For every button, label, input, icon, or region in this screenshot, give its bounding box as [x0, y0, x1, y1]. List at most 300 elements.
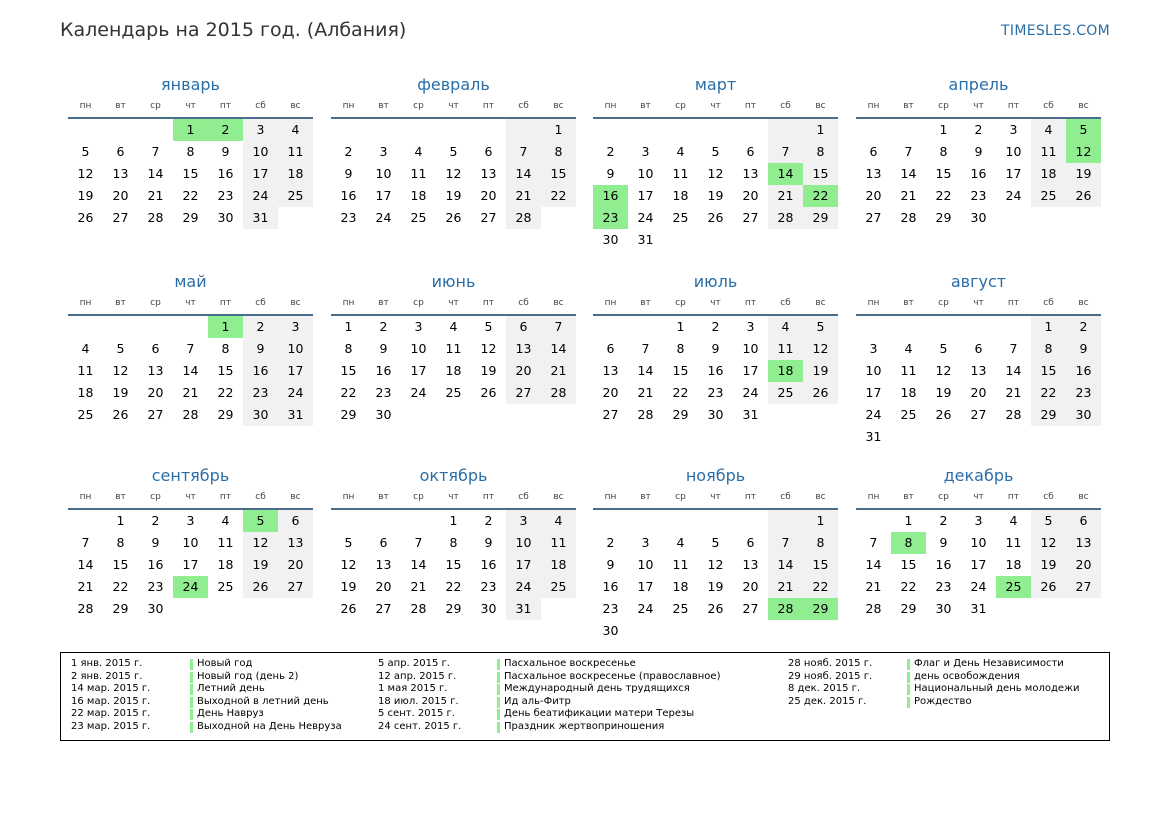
weekday-label: сб: [255, 492, 266, 502]
day-cell: 24: [865, 407, 882, 422]
day-cell: 9: [379, 341, 388, 356]
day-cell: 25: [445, 385, 462, 400]
legend-date: 8 дек. 2015 г.: [788, 683, 861, 695]
day-cell: 12: [340, 557, 357, 572]
day-cell: 2: [151, 513, 160, 528]
day-cell: 11: [672, 557, 689, 572]
month-block: [593, 465, 838, 642]
days-grid: [68, 119, 313, 229]
day-cell: 25: [77, 407, 94, 422]
day-cell: 12: [243, 532, 278, 554]
weekday-label: пн: [342, 298, 355, 308]
day-cell: 28: [865, 601, 882, 616]
day-cell: 7: [904, 144, 913, 159]
day-cell: 11: [217, 535, 234, 550]
day-cell: 16: [935, 557, 952, 572]
empty-cell: [663, 620, 698, 642]
empty-cell: [733, 510, 768, 532]
day-cell: 6: [974, 341, 983, 356]
legend-marker: [497, 659, 500, 670]
day-cell: 10: [506, 532, 541, 554]
day-cell: 12: [480, 341, 497, 356]
day-cell: 16: [243, 360, 278, 382]
day-cell: 17: [243, 163, 278, 185]
day-cell: 18: [77, 385, 94, 400]
day-cell: 5: [344, 535, 353, 550]
month-block: [593, 74, 838, 251]
weekday-label: пт: [482, 101, 495, 111]
day-cell: 22: [541, 185, 576, 207]
empty-cell: [628, 620, 663, 642]
weekday-label: сб: [1043, 492, 1054, 502]
day-cell: 19: [707, 188, 724, 203]
day-cell: 4: [676, 144, 685, 159]
empty-cell: [663, 119, 698, 141]
day-cell: 26: [112, 407, 129, 422]
empty-cell: [663, 510, 698, 532]
day-cell: 2: [344, 144, 353, 159]
day-cell: 19: [77, 188, 94, 203]
day-cell: 23: [340, 210, 357, 225]
weekday-header: [593, 487, 838, 507]
day-cell: 12: [707, 166, 724, 181]
weekday-label: пн: [79, 492, 92, 502]
empty-cell: [628, 119, 663, 141]
weekday-label: пн: [342, 492, 355, 502]
day-cell: 13: [742, 557, 759, 572]
day-cell: 28: [637, 407, 654, 422]
legend-holiday-name: Новый год: [197, 658, 253, 669]
empty-cell: [961, 316, 996, 338]
legend-date: 2 янв. 2015 г.: [71, 670, 143, 682]
day-cell: 20: [1066, 554, 1101, 576]
empty-cell: [856, 316, 891, 338]
day-cell: 22: [935, 188, 952, 203]
empty-cell: [663, 229, 698, 251]
day-cell: 29: [935, 210, 952, 225]
day-cell: 12: [935, 363, 952, 378]
day-cell: 30: [243, 404, 278, 426]
day-cell: 8: [221, 341, 230, 356]
day-cell: 12: [77, 166, 94, 181]
day-cell: 14: [410, 557, 427, 572]
weekday-label: сб: [780, 492, 791, 502]
day-cell: 27: [742, 210, 759, 225]
weekday-label: чт: [973, 492, 984, 502]
day-cell: 8: [116, 535, 125, 550]
empty-cell: [768, 229, 803, 251]
day-cell: 27: [480, 210, 497, 225]
day-cell: 28: [506, 207, 541, 229]
day-cell: 22: [672, 385, 689, 400]
empty-cell: [926, 426, 961, 448]
day-cell: 15: [803, 554, 838, 576]
day-cell: 21: [541, 360, 576, 382]
day-cell: 20: [480, 188, 497, 203]
empty-cell: [401, 510, 436, 532]
day-cell: 15: [935, 166, 952, 181]
weekday-label: вт: [903, 492, 914, 502]
days-grid: [331, 510, 576, 620]
day-cell: 10: [243, 141, 278, 163]
day-cell: 3: [746, 319, 755, 334]
day-cell: 28: [77, 601, 94, 616]
day-cell: 10: [742, 341, 759, 356]
day-cell: 15: [112, 557, 129, 572]
day-cell: 24: [1005, 188, 1022, 203]
empty-cell: [996, 207, 1031, 229]
day-cell: 2: [484, 513, 493, 528]
day-cell: 21: [410, 579, 427, 594]
day-cell: 31: [637, 232, 654, 247]
day-cell: 9: [974, 144, 983, 159]
weekday-label: чт: [448, 298, 459, 308]
day-cell: 20: [147, 385, 164, 400]
day-cell: 28: [147, 210, 164, 225]
month-block: [68, 74, 313, 229]
empty-cell: [366, 510, 401, 532]
day-cell: 5: [243, 510, 278, 532]
weekday-header: [331, 293, 576, 313]
weekday-label: сб: [255, 298, 266, 308]
day-cell: 3: [869, 341, 878, 356]
day-cell: 24: [410, 385, 427, 400]
day-cell: 20: [742, 188, 759, 203]
days-grid: [593, 119, 838, 251]
weekday-label: чт: [448, 101, 459, 111]
day-cell: 1: [208, 316, 243, 338]
day-cell: 9: [606, 557, 615, 572]
day-cell: 7: [869, 535, 878, 550]
day-cell: 10: [182, 535, 199, 550]
weekday-label: пн: [867, 298, 880, 308]
day-cell: 13: [602, 363, 619, 378]
weekday-label: вс: [290, 298, 301, 308]
day-cell: 14: [77, 557, 94, 572]
day-cell: 18: [541, 554, 576, 576]
weekday-header: [856, 487, 1101, 507]
legend-marker: [497, 709, 500, 720]
weekday-label: пн: [867, 492, 880, 502]
legend-date: 5 сент. 2015 г.: [378, 708, 455, 720]
day-cell: 7: [641, 341, 650, 356]
day-cell: 7: [768, 532, 803, 554]
month-name: август: [950, 272, 1007, 291]
weekday-label: чт: [710, 101, 721, 111]
day-cell: 3: [974, 513, 983, 528]
day-cell: 8: [891, 532, 926, 554]
day-cell: 3: [379, 144, 388, 159]
empty-cell: [103, 119, 138, 141]
day-cell: 4: [221, 513, 230, 528]
month-block: [593, 271, 838, 426]
weekday-header: [331, 487, 576, 507]
weekday-label: пт: [219, 492, 232, 502]
day-cell: 16: [217, 166, 234, 181]
weekday-label: ср: [413, 492, 424, 502]
empty-cell: [68, 316, 103, 338]
day-cell: 12: [803, 338, 838, 360]
empty-cell: [1031, 426, 1066, 448]
day-cell: 14: [865, 557, 882, 572]
day-cell: 26: [803, 382, 838, 404]
legend-holiday-name: Летний день: [197, 683, 265, 695]
day-cell: 24: [375, 210, 392, 225]
day-cell: 25: [672, 210, 689, 225]
day-cell: 10: [865, 363, 882, 378]
legend-marker: [497, 722, 500, 733]
empty-cell: [471, 119, 506, 141]
days-grid: [593, 316, 838, 426]
day-cell: 19: [340, 579, 357, 594]
day-cell: 10: [970, 535, 987, 550]
day-cell: 8: [803, 141, 838, 163]
day-cell: 26: [707, 210, 724, 225]
weekday-label: чт: [185, 101, 196, 111]
weekday-label: пт: [744, 298, 757, 308]
day-cell: 27: [375, 601, 392, 616]
day-cell: 17: [278, 360, 313, 382]
day-cell: 26: [77, 210, 94, 225]
empty-cell: [996, 598, 1031, 620]
empty-cell: [173, 316, 208, 338]
day-cell: 14: [768, 554, 803, 576]
empty-cell: [733, 620, 768, 642]
day-cell: 10: [1005, 144, 1022, 159]
weekday-label: пн: [79, 298, 92, 308]
weekday-label: вт: [115, 101, 126, 111]
site-link[interactable]: TIMESLES.COM: [1001, 23, 1110, 39]
day-cell: 3: [186, 513, 195, 528]
day-cell: 10: [637, 557, 654, 572]
day-cell: 20: [375, 579, 392, 594]
weekday-label: вт: [115, 492, 126, 502]
day-cell: 11: [445, 341, 462, 356]
empty-cell: [138, 316, 173, 338]
legend-date: 16 мар. 2015 г.: [71, 695, 151, 707]
day-cell: 4: [81, 341, 90, 356]
day-cell: 18: [278, 163, 313, 185]
day-cell: 12: [1031, 532, 1066, 554]
day-cell: 19: [1031, 554, 1066, 576]
day-cell: 1: [803, 119, 838, 141]
day-cell: 21: [147, 188, 164, 203]
weekday-label: вс: [553, 101, 564, 111]
empty-cell: [768, 510, 803, 532]
empty-cell: [961, 426, 996, 448]
day-cell: 7: [506, 141, 541, 163]
legend-marker: [497, 697, 500, 708]
empty-cell: [278, 598, 313, 620]
empty-cell: [506, 404, 541, 426]
day-cell: 6: [1066, 510, 1101, 532]
day-cell: 23: [1066, 382, 1101, 404]
day-cell: 17: [410, 363, 427, 378]
legend-date: 22 мар. 2015 г.: [71, 708, 151, 720]
day-cell: 11: [77, 363, 94, 378]
legend-date: 1 янв. 2015 г.: [71, 658, 143, 669]
legend-holiday-name: Флаг и День Независимости: [914, 658, 1064, 669]
day-cell: 29: [900, 601, 917, 616]
weekday-header: [593, 293, 838, 313]
day-cell: 27: [865, 210, 882, 225]
day-cell: 9: [939, 535, 948, 550]
day-cell: 29: [1031, 404, 1066, 426]
day-cell: 5: [711, 144, 720, 159]
day-cell: 5: [81, 144, 90, 159]
days-grid: [68, 316, 313, 426]
day-cell: 14: [182, 363, 199, 378]
day-cell: 15: [803, 163, 838, 185]
weekday-label: чт: [973, 101, 984, 111]
weekday-label: сб: [518, 101, 529, 111]
day-cell: 17: [182, 557, 199, 572]
day-cell: 28: [1005, 407, 1022, 422]
days-grid: [856, 119, 1101, 229]
weekday-header: [331, 96, 576, 116]
empty-cell: [803, 229, 838, 251]
day-cell: 2: [606, 535, 615, 550]
day-cell: 30: [970, 210, 987, 225]
day-cell: 20: [506, 360, 541, 382]
day-cell: 29: [445, 601, 462, 616]
day-cell: 13: [375, 557, 392, 572]
weekday-header: [68, 96, 313, 116]
page-title: Календарь на 2015 год. (Албания): [60, 19, 407, 41]
day-cell: 30: [480, 601, 497, 616]
empty-cell: [1066, 426, 1101, 448]
day-cell: 21: [182, 385, 199, 400]
weekday-label: ср: [413, 298, 424, 308]
empty-cell: [401, 119, 436, 141]
day-cell: 18: [672, 188, 689, 203]
days-grid: [331, 316, 576, 426]
day-cell: 6: [506, 316, 541, 338]
empty-cell: [593, 119, 628, 141]
legend-holiday-name: Национальный день молодежи: [914, 683, 1080, 695]
legend-marker: [190, 672, 193, 683]
day-cell: 5: [803, 316, 838, 338]
weekday-label: пт: [482, 492, 495, 502]
day-cell: 31: [970, 601, 987, 616]
day-cell: 8: [939, 144, 948, 159]
empty-cell: [856, 510, 891, 532]
empty-cell: [803, 620, 838, 642]
day-cell: 1: [1031, 316, 1066, 338]
day-cell: 1: [173, 119, 208, 141]
legend-holiday-name: Международный день трудящихся: [504, 683, 690, 695]
day-cell: 2: [939, 513, 948, 528]
weekday-label: вт: [903, 298, 914, 308]
empty-cell: [1031, 598, 1066, 620]
day-cell: 19: [707, 579, 724, 594]
day-cell: 3: [414, 319, 423, 334]
day-cell: 14: [541, 338, 576, 360]
weekday-label: вс: [815, 298, 826, 308]
day-cell: 19: [480, 363, 497, 378]
weekday-label: чт: [710, 298, 721, 308]
day-cell: 28: [900, 210, 917, 225]
empty-cell: [103, 316, 138, 338]
day-cell: 17: [375, 188, 392, 203]
day-cell: 23: [602, 601, 619, 616]
legend-date: 28 нояб. 2015 г.: [788, 658, 873, 669]
legend-date: 29 нояб. 2015 г.: [788, 670, 873, 682]
day-cell: 24: [637, 210, 654, 225]
weekday-label: чт: [973, 298, 984, 308]
day-cell: 4: [676, 535, 685, 550]
day-cell: 10: [278, 338, 313, 360]
legend-holiday-name: Рождество: [914, 695, 972, 707]
empty-cell: [401, 404, 436, 426]
day-cell: 20: [970, 385, 987, 400]
weekday-label: вт: [115, 298, 126, 308]
day-cell: 18: [768, 360, 803, 382]
day-cell: 21: [637, 385, 654, 400]
legend-date: 18 июл. 2015 г.: [378, 695, 459, 707]
day-cell: 9: [1066, 338, 1101, 360]
empty-cell: [138, 119, 173, 141]
day-cell: 8: [803, 532, 838, 554]
weekday-label: вс: [553, 492, 564, 502]
day-cell: 7: [81, 535, 90, 550]
day-cell: 1: [904, 513, 913, 528]
month-name: апрель: [948, 75, 1009, 94]
day-cell: 24: [278, 382, 313, 404]
empty-cell: [366, 119, 401, 141]
day-cell: 1: [449, 513, 458, 528]
empty-cell: [436, 119, 471, 141]
weekday-label: вс: [815, 101, 826, 111]
weekday-label: пт: [744, 492, 757, 502]
day-cell: 17: [970, 557, 987, 572]
day-cell: 16: [1066, 360, 1101, 382]
day-cell: 26: [480, 385, 497, 400]
day-cell: 14: [637, 363, 654, 378]
day-cell: 25: [410, 210, 427, 225]
day-cell: 7: [414, 535, 423, 550]
day-cell: 2: [711, 319, 720, 334]
weekday-label: пт: [1007, 298, 1020, 308]
day-cell: 21: [77, 579, 94, 594]
month-block: [331, 465, 576, 620]
day-cell: 12: [707, 557, 724, 572]
empty-cell: [506, 119, 541, 141]
day-cell: 8: [344, 341, 353, 356]
day-cell: 11: [278, 141, 313, 163]
weekday-label: вт: [640, 101, 651, 111]
day-cell: 16: [375, 363, 392, 378]
day-cell: 15: [1031, 360, 1066, 382]
weekday-label: вт: [640, 492, 651, 502]
day-cell: 31: [865, 429, 882, 444]
day-cell: 3: [1009, 122, 1018, 137]
day-cell: 15: [672, 363, 689, 378]
day-cell: 22: [445, 579, 462, 594]
month-block: [68, 465, 313, 620]
day-cell: 21: [768, 576, 803, 598]
day-cell: 16: [147, 557, 164, 572]
day-cell: 27: [970, 407, 987, 422]
day-cell: 5: [939, 341, 948, 356]
day-cell: 31: [243, 207, 278, 229]
empty-cell: [278, 207, 313, 229]
day-cell: 21: [768, 185, 803, 207]
day-cell: 24: [173, 576, 208, 598]
weekday-label: вт: [903, 101, 914, 111]
day-cell: 29: [803, 207, 838, 229]
day-cell: 16: [593, 185, 628, 207]
